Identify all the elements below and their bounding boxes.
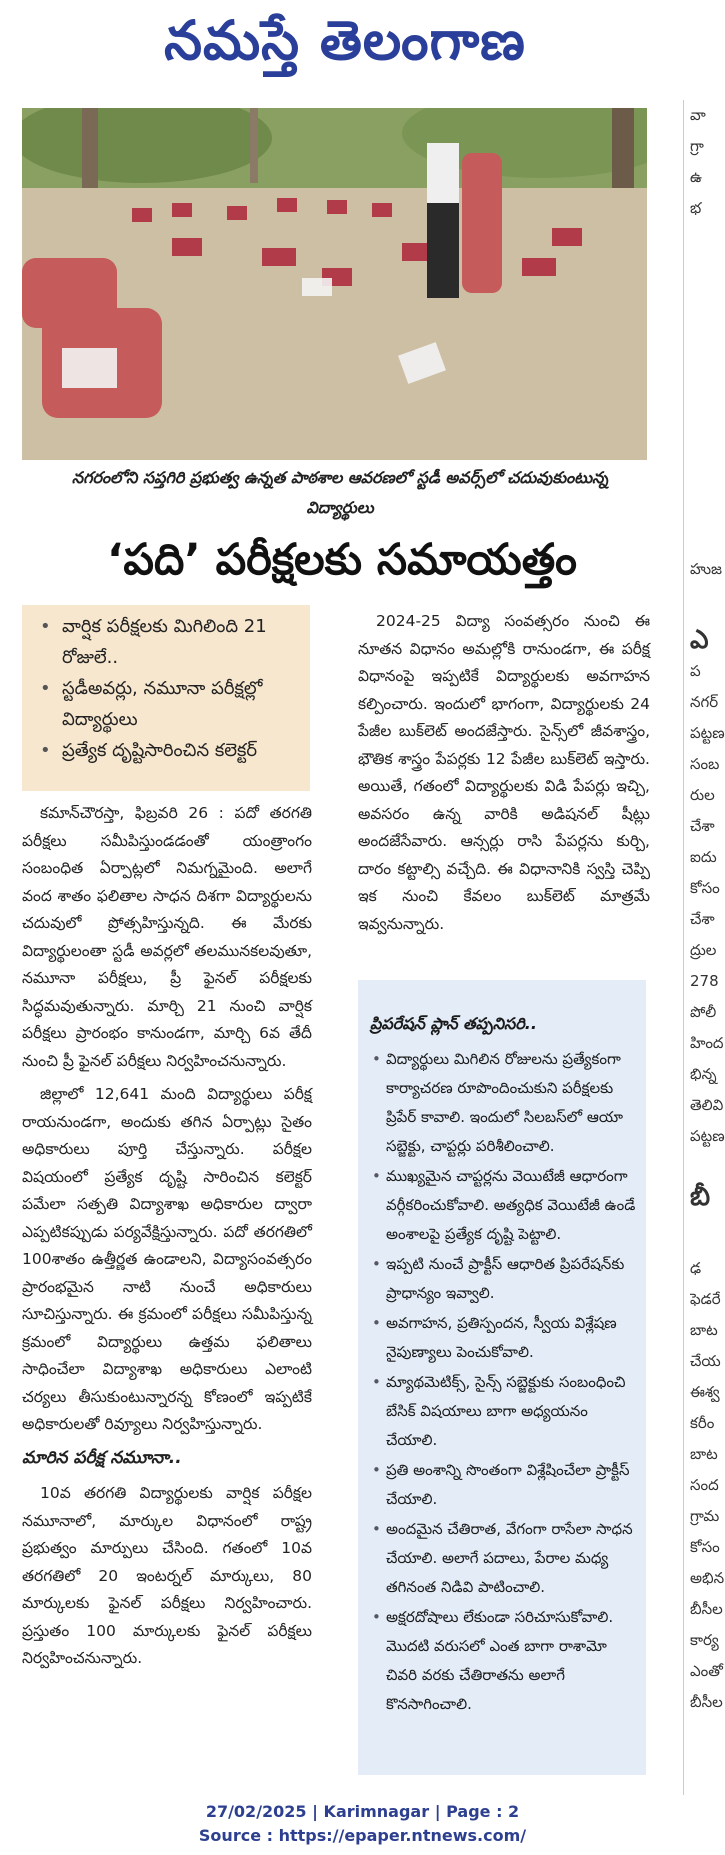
strip-line: ఎంతో [690,1662,723,1680]
preparation-plan-title: ప్రిపరేషన్ ప్లాన్ తప్పనిసరి.. [370,1014,537,1033]
strip-line: చేయ [690,1352,721,1370]
strip-line: ద్రుల [690,941,717,959]
article-middle-column [358,608,650,944]
article-headline: ‘పది’ పరీక్షలకు సమాయత్తం [107,535,577,585]
prep-tip-item: • ఇప్పటి నుంచే ప్రాక్టీస్ ఆధారిత ప్రిపరేషన్‌కు ప్రాధాన్యం ఇవ్వాలి. [370,1250,636,1308]
photo-caption: నగరంలోని సప్తగిరి ప్రభుత్వ ఉన్నత పాఠశాల ఆవరణలో స్టడీ అవర్స్‌లో చదువుకుంటున్న విద్యార్థులు [71,468,609,517]
strip-line: అభిన [690,1569,725,1587]
article-subhead: మారిన పరీక్ష నమూనా.. [22,1447,182,1468]
strip-line: కోసం [690,1538,720,1556]
footer-date-edition: 27/02/2025 | Karimnagar | Page : 2 [205,1802,520,1821]
article-left-column [22,800,312,1679]
strip-line: గ్రామ [690,1507,720,1525]
strip-line: ఎ [690,625,709,655]
strip-line: తెలివి [690,1096,724,1114]
strip-line: పట్టణ [690,1127,725,1145]
strip-line: వా [690,106,706,124]
prep-tip-item: • ప్రతి అంశాన్ని సొంతంగా విశ్లేషించేలా ప్రాక్టీస్ చేయాలి. [370,1456,636,1514]
strip-line: చేశా [690,817,715,835]
strip-line: కరీం [690,1414,715,1432]
strip-line: ఈశ్వ [690,1383,720,1401]
strip-line: కోసం [690,879,720,897]
strip-line: నగర్ [690,693,719,711]
article-paragraph: 10వ తరగతి విద్యార్థులకు వార్షిక పరీక్షల నమూనాలో, మార్కుల విధానంలో రాష్ట్ర ప్రభుత్వం మార్పులు చేసింది. గతంలో 10వ తరగతిలో 20 ఇంటర్నల్ మార్కులు, 80 మార్కులకు ఫైనల్ పరీక్షలు నిర్వహించారు. ప్రస్తుతం 100 మార్కులకు ఫైనల్ పరీక్షలు నిర్వహించనున్నారు. [22,1484,312,1667]
strip-line: పోలీ [690,1003,717,1021]
masthead-title: నమస్తే తెలంగాణ [164,9,526,72]
prep-tip-item: • అవగాహన, ప్రతిస్పందన, స్వీయ విశ్లేషణ నైపుణ్యాలు పెంచుకోవాలి. [370,1309,636,1367]
strip-line: ఫెడరే [690,1290,721,1308]
preparation-plan-box [358,980,646,1775]
strip-line: చేశా [690,910,715,928]
strip-line: రుల [690,786,715,804]
strip-line: హుజ [690,560,723,578]
strip-line: బాట [690,1445,718,1463]
strip-line: సంబ [690,755,720,773]
strip-line: బాట [690,1321,718,1339]
strip-line: 278 [690,972,719,990]
strip-line: సంద [690,1476,719,1494]
article-photo [22,108,647,460]
strip-line: భిన్న [690,1065,717,1083]
strip-line: ఉ [690,168,702,186]
newspaper-masthead [0,0,690,95]
strip-line: ప [690,662,701,680]
strip-line: హింద [690,1034,724,1052]
strip-line: కార్య [690,1631,719,1649]
highlight-item: • స్టడీఅవర్లు, నమూనా పరీక్షల్లో విద్యార్థులు [32,673,310,735]
prep-tip-item: • విద్యార్థులు మిగిలిన రోజులను ప్రత్యేకంగా కార్యాచరణ రూపొందించుకుని పరీక్షలకు ప్రిపేర్ కావాలి. ఇందులో సిలబస్‌లో ఆయా సబ్జెక్టు, చాప్టర్లు పరిశీలించాలి. [370,1045,636,1161]
strip-line: ఐదు [690,848,717,866]
strip-line: బీ [690,1182,711,1212]
strip-line: భ [690,199,702,217]
prep-tip-item: • అందమైన చేతిరాత, వేగంగా రాసేలా సాధన చేయాలి. అలాగే పదాలు, పేరాల మధ్య తగినంత నిడివి పాటించాలి. [370,1515,636,1602]
highlight-item: • వార్షిక పరీక్షలకు మిగిలింది 21 రోజులే.. [32,611,310,673]
footer-source: Source : https://epaper.ntnews.com/ [198,1826,527,1845]
strip-line: ఢ [690,1259,702,1277]
adjacent-article-strip [690,100,725,1800]
prep-tip-item: • మ్యాథమెటిక్స్, సైన్స్ సబ్జెక్టుకు సంబంధించి బేసిక్ విషయాలు బాగా అధ్యయనం చేయాలి. [370,1368,636,1455]
prep-tip-item: • ముఖ్యమైన చాప్టర్లను వెయిటేజీ ఆధారంగా వర్గీకరించుకోవాలి. అత్యధిక వెయిటేజీ ఉండే అంశాలపై ప్రత్యేక దృష్టి పెట్టాలి. [370,1162,636,1249]
column-divider [683,100,684,1795]
article-paragraph: 2024-25 విద్యా సంవత్సరం నుంచి ఈ నూతన విధానం అమల్లోకి రానుండగా, ఈ పరీక్ష విధానంపై ఇప్పటికే విద్యార్థులకు అవగాహన కల్పించారు. ఇందులో భాగంగా, విద్యార్థులకు 24 పేజీల బుక్‌లెట్ అందజేస్తారు. సైన్స్‌లో జీవశాస్త్రం, భౌతిక శాస్త్రం పేపర్లకు 12 పేజీల బుక్‌లెట్ ఇస్తారు. అయితే, గతంలో విద్యార్థులకు విడి పేపర్లు ఇచ్చి, అవసరం ఉన్న వారికి అడిషనల్ షీట్లు అందజేసేవారు. ఆన్సర్లు రాసి పేపర్లను కుర్చి, దారం కట్టాల్సి వచ్చేది. ఈ విధానానికి స్వస్తి చెప్పి ఇక నుంచి కేవలం బుక్‌లెట్ మాత్రమే ఇవ్వనున్నారు. [358,612,650,933]
prep-tip-item: • అక్షరదోషాలు లేకుండా సరిచూసుకోవాలి. మొదటి వరుసలో ఎంత బాగా రాశామో చివరి వరకు చేతిరాతను అలాగే కొనసాగించాలి. [370,1603,636,1719]
highlight-item: • ప్రత్యేక దృష్టిసారించిన కలెక్టర్ [32,735,310,766]
strip-line: బీసీల [690,1693,723,1711]
article-paragraph: జిల్లాలో 12,641 మంది విద్యార్థులు పరీక్ష రాయనుండగా, అందుకు తగిన ఏర్పాట్లు సైతం అధికారులు పూర్తి చేస్తున్నారు. పరీక్షల విషయంలో ప్రత్యేక దృష్టి సారించిన కలెక్టర్ పమేలా సత్పతి విద్యాశాఖ అధికారుల ద్వారా ఎప్పటికప్పుడు పర్యవేక్షిస్తున్నారు. పదో తరగతిలో 100శాతం ఉత్తీర్ణత ఉండాలని, విద్యాసంవత్సరం ప్రారంభమైన నాటి నుంచే అధికారులు సూచిస్తున్నారు. ఈ క్రమంలో పరీక్షలు సమీపిస్తున్న క్రమంలో విద్యార్థులు ఉత్తమ ఫలితాలు సాధించేలా విద్యాశాఖ అధికారులు ఎలాంటి చర్యలు తీసుకుంటున్నారన్న కోణంలో ఇప్పటికే అధికారులతో రివ్యూలు నిర్వహిస్తున్నారు. [22,1085,312,1433]
page-footer [0,1800,725,1848]
strip-line: పట్టణ [690,724,725,742]
article-highlights [22,605,310,791]
strip-line: గ్రా [690,137,704,155]
strip-line: బీసీల [690,1600,723,1618]
article-paragraph: కమాన్‌చౌరస్తా, ఫిబ్రవరి 26 : పదో తరగతి పరీక్షలు సమీపిస్తుండడంతో యంత్రాంగం సంబంధిత ఏర్పాట్లలో నిమగ్నమైంది. అలాగే వంద శాతం ఫలితాల సాధన దిశగా విద్యార్థులను చదువులో ప్రోత్సహిస్తున్నది. ఈ మేరకు విద్యార్థులంతా స్టడీ అవర్లలో తలమునకలవుతూ, నమూనా పరీక్షలు, ప్రీ ఫైనల్ పరీక్షలకు సిద్ధమవుతున్నారు. మార్చి 21 నుంచి వార్షిక పరీక్షలు ప్రారంభం కానుండగా, మార్చి 6వ తేదీ నుంచి ప్రీ ఫైనల్ పరీక్షలు నిర్వహించనున్నారు. [22,804,312,1070]
